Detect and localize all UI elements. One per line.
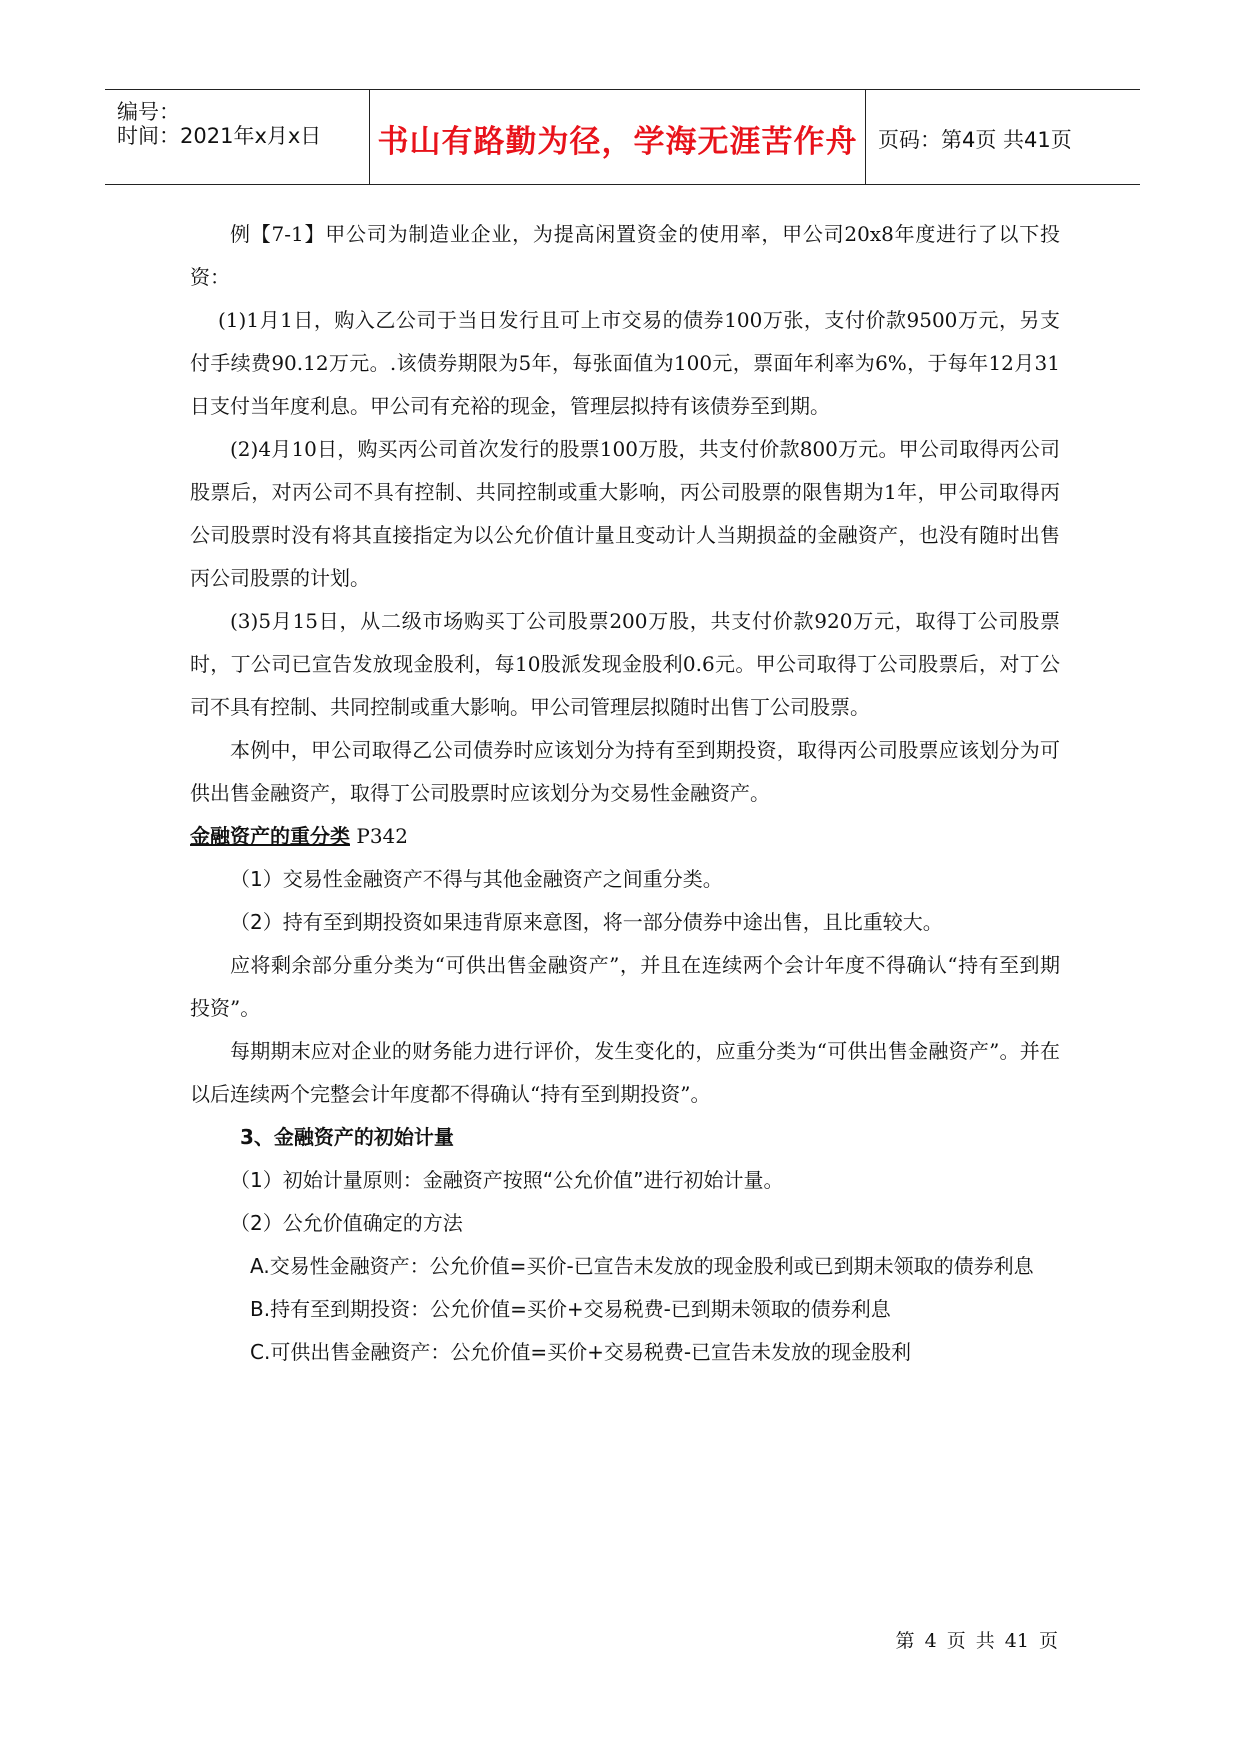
paragraph-method-c: C.可供出售金融资产：公允价值=买价+交易税费-已宣告未发放的现金股利 xyxy=(250,1340,912,1364)
section-title: 金融资产的重分类 xyxy=(190,824,350,848)
header-motto-cell xyxy=(370,90,866,184)
paragraph-rule-1: （1）交易性金融资产不得与其他金融资产之间重分类。 xyxy=(230,867,723,891)
motto: 书山有路勤为径，学海无涯苦作舟 xyxy=(377,124,858,160)
page-header xyxy=(105,89,1140,185)
page-code: 页码：第4页 共41页 xyxy=(878,128,1072,152)
paragraph-example: 例【7-1】甲公司为制造业企业，为提高闲置资金的使用率，甲公司20x8年度进行了以下投资： xyxy=(190,222,1060,289)
section-page-ref: P342 xyxy=(356,824,408,848)
paragraph-conclusion: 本例中，甲公司取得乙公司债券时应该划分为持有至到期投资，取得丙公司股票应该划分为可供出售金融资产，取得丁公司股票时应该划分为交易性金融资产。 xyxy=(190,738,1060,805)
section-heading-initial-measurement: 3、金融资产的初始计量 xyxy=(240,1125,454,1149)
paragraph-principle: （1）初始计量原则：金融资产按照“公允价值”进行初始计量。 xyxy=(230,1168,784,1192)
section-heading-reclassification xyxy=(190,815,1060,858)
page-footer: 第 4 页 共 41 页 xyxy=(895,1630,1058,1652)
document-body xyxy=(190,213,1060,1374)
paragraph-item-3: (3)5月15日，从二级市场购买丁公司股票200万股，共支付价款920万元，取得丁公司股票时，丁公司已宣告发放现金股利，每10股派发现金股利0.6元。甲公司取得丁公司股票后，对丁公司不具有控制、共同控制或重大影响。甲公司管理层拟随时出售丁公司股票。 xyxy=(190,609,1060,719)
header-meta-cell xyxy=(105,90,370,184)
paragraph-method-b: B.持有至到期投资：公允价值=买价+交易税费-已到期未领取的债券利息 xyxy=(250,1297,891,1321)
paragraph-rule-2: （2）持有至到期投资如果违背原来意图，将一部分债券中途出售，且比重较大。 xyxy=(230,910,943,934)
paragraph-item-1: (1)1月1日，购入乙公司于当日发行且可上市交易的债券100万张，支付价款9500万元，另支付手续费90.12万元。.该债券期限为5年，每张面值为100元，票面年利率为6%，于每年12月31日支付当年度利息。甲公司有充裕的现金，管理层拟持有该债券至到期。 xyxy=(190,308,1060,418)
number-label: 编号： xyxy=(117,100,180,124)
paragraph-rule-2a: 应将剩余部分重分类为“可供出售金融资产”，并且在连续两个会计年度不得确认“持有至到期投资”。 xyxy=(190,953,1060,1020)
paragraph-item-2: (2)4月10日，购买丙公司首次发行的股票100万股，共支付价款800万元。甲公司取得丙公司股票后，对丙公司不具有控制、共同控制或重大影响，丙公司股票的限售期为1年，甲公司取得丙公司股票时没有将其直接指定为以公允价值计量且变动计人当期损益的金融资产，也没有随时出售丙公司股票的计划。 xyxy=(190,437,1060,590)
header-page-cell xyxy=(866,90,1140,184)
paragraph-method-a: A.交易性金融资产：公允价值=买价-已宣告未发放的现金股利或已到期未领取的债券利息 xyxy=(250,1254,1034,1278)
paragraph-rule-2b: 每期期末应对企业的财务能力进行评价，发生变化的，应重分类为“可供出售金融资产”。并在以后连续两个完整会计年度都不得确认“持有至到期投资”。 xyxy=(190,1039,1060,1106)
time-label: 时间：2021年x月x日 xyxy=(117,124,322,148)
paragraph-method: （2）公允价值确定的方法 xyxy=(230,1211,463,1235)
